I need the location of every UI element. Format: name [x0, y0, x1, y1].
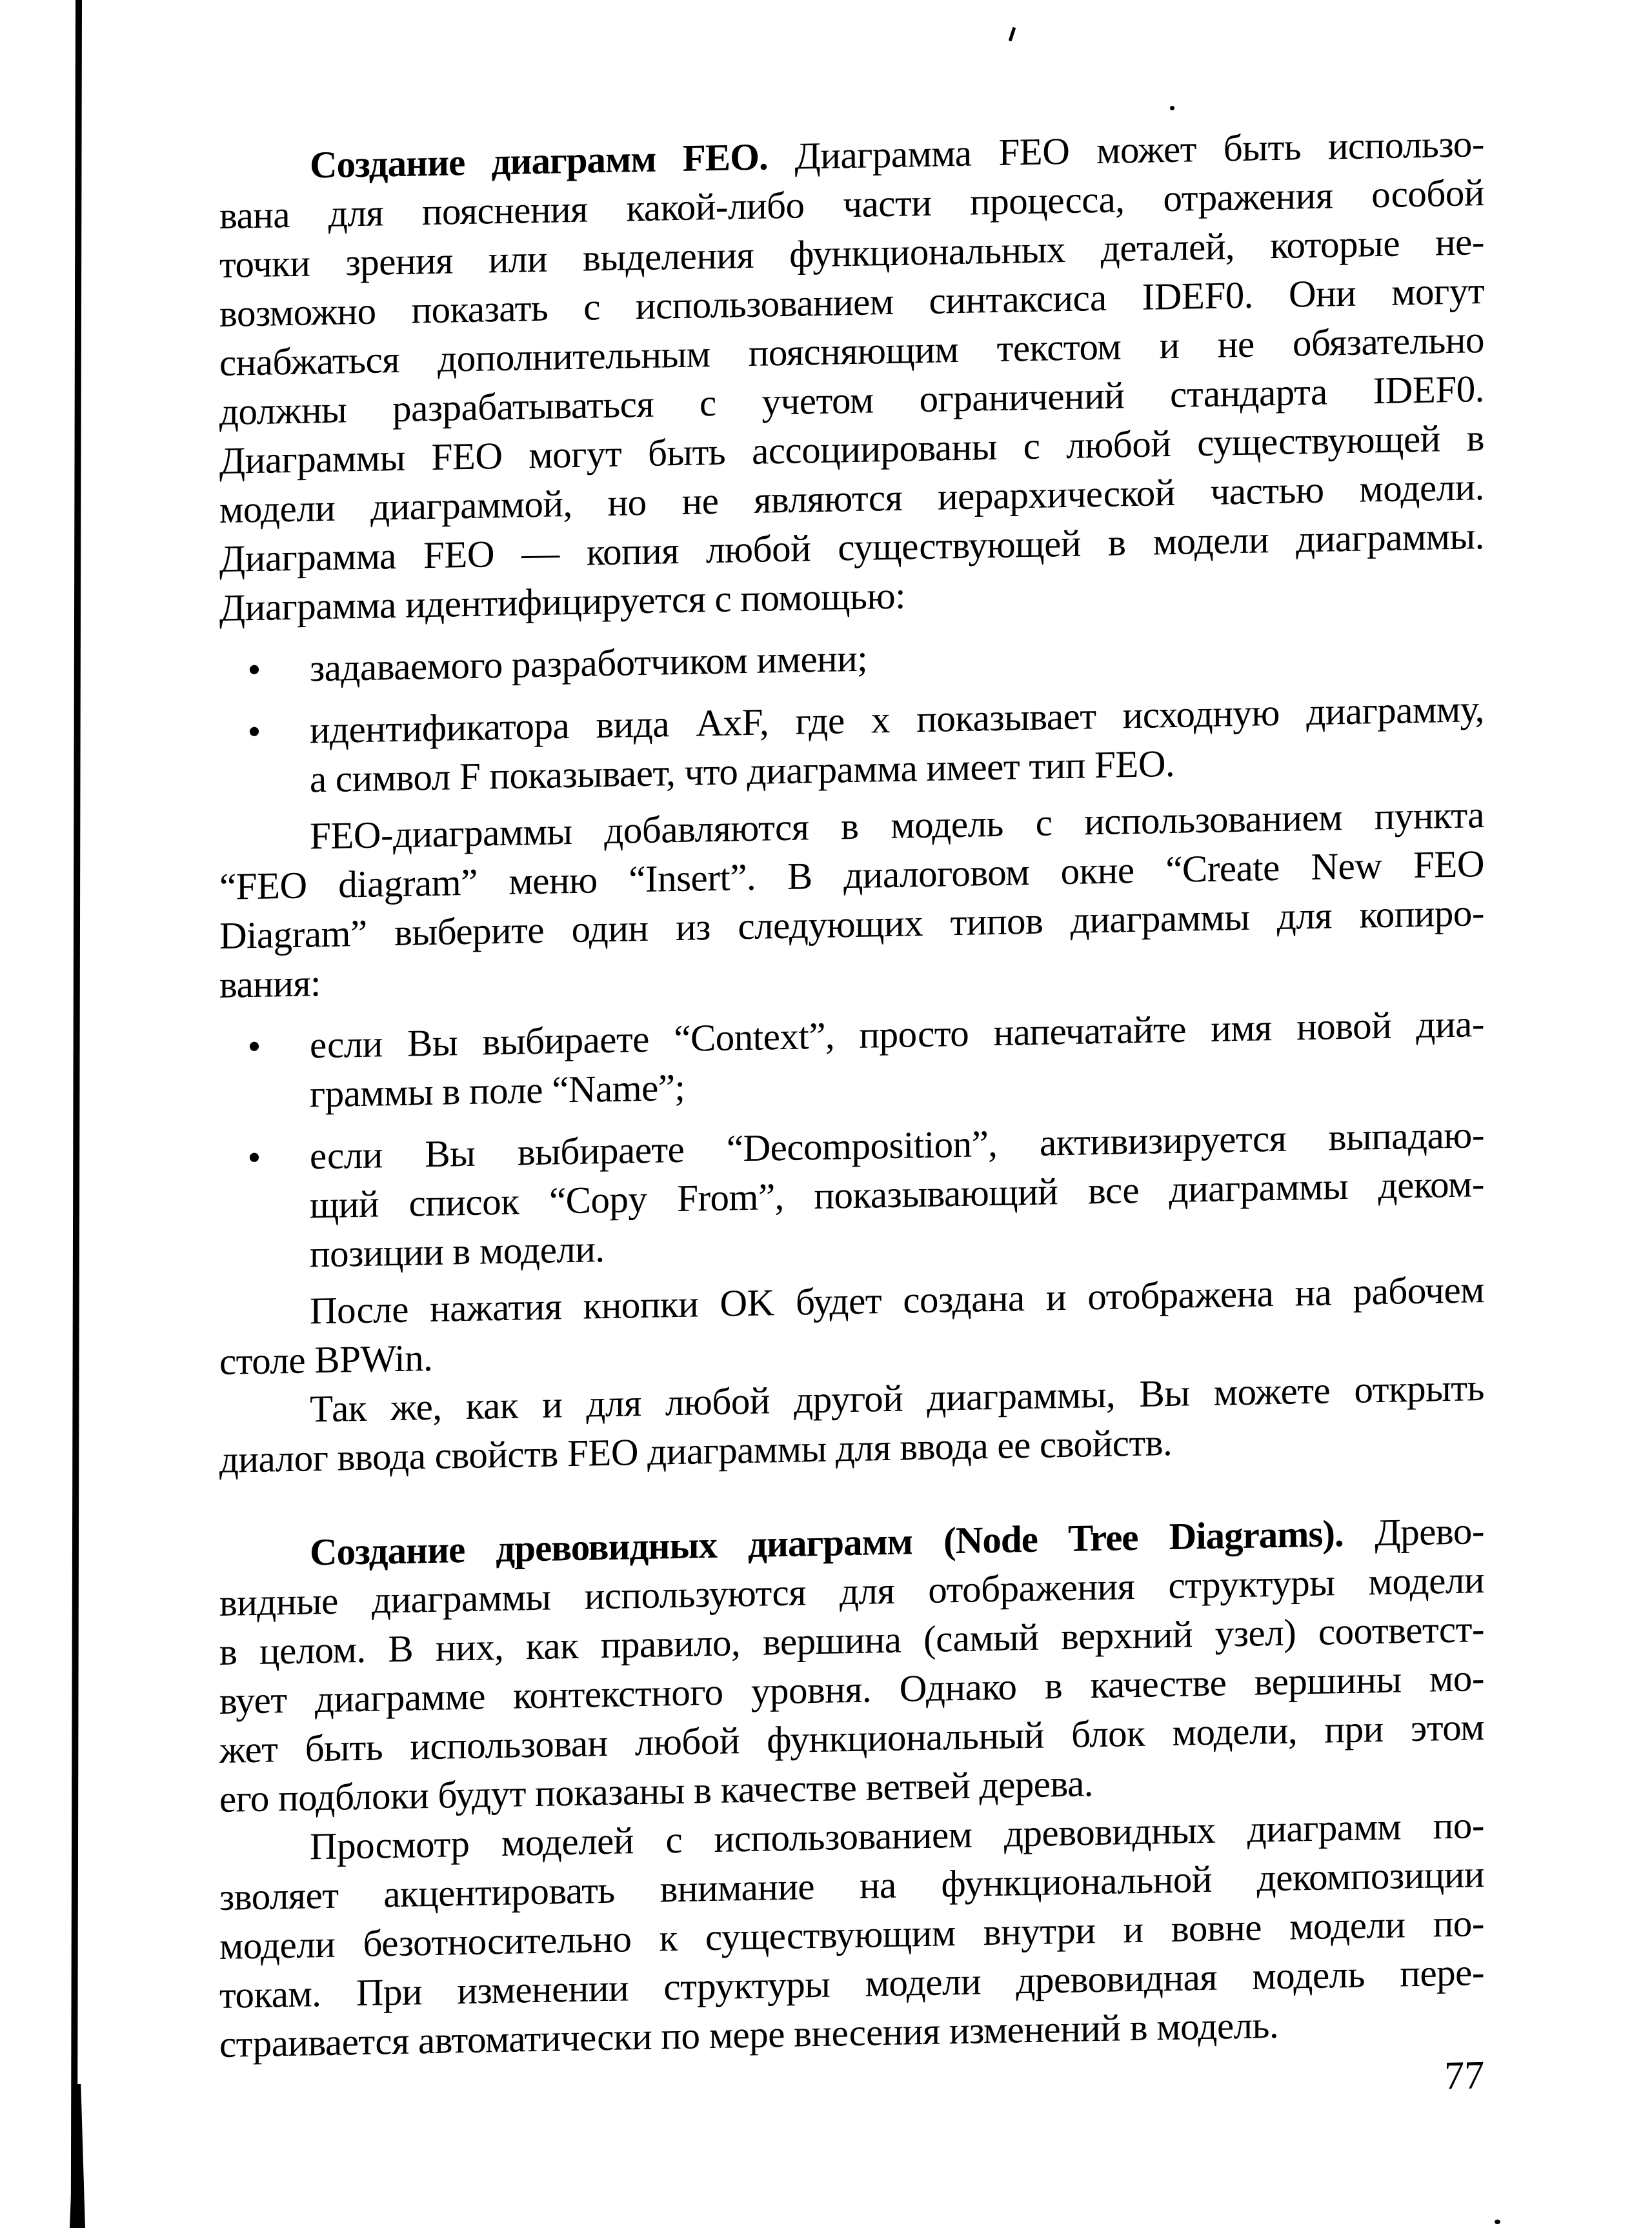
text-run: токам. При изменении структуры модели древовидная модель пере-	[219, 1951, 1484, 2016]
text-run: вует диаграмме контекстного уровня. Однако в качестве вершины мо-	[219, 1656, 1484, 1722]
text-run: Диаграммы FEO могут быть ассоциированы с любой существующей в	[219, 416, 1484, 482]
text-run: FEO-диаграммы добавляются в модель с использованием пункта	[310, 793, 1484, 858]
binding-edge-bar	[71, 0, 82, 2228]
text-run: вана для пояснения какой-либо части процесса, отражения особой	[219, 171, 1484, 237]
text-run: его подблоки будут показаны в качестве ветвей дерева.	[219, 1761, 1094, 1820]
text-run: Диаграмма FEO может быть использо-	[767, 122, 1484, 178]
text-run: снабжаться дополнительным поясняющим текстом и не обязательно	[219, 318, 1484, 384]
bullet-marker: ●	[248, 719, 261, 743]
scan-speck	[1495, 2220, 1500, 2224]
bullet-item	[219, 622, 1484, 694]
text-run: если Вы выбираете “Context”, просто напечатайте имя новой диа-	[310, 1002, 1484, 1067]
text-run: Просмотр моделей с использованием древовидных диаграмм по-	[310, 1803, 1484, 1868]
text-run: Diagram” выберите один из следующих типов диаграммы для копиро-	[219, 891, 1484, 957]
text-run: в целом. В них, как правило, вершина (самый верхний узел) соответст-	[219, 1607, 1484, 1673]
text-run: модели диаграммой, но не являются иерархической частью модели.	[219, 465, 1484, 531]
paragraph	[219, 790, 1484, 1009]
text-run: граммы в поле “Name”;	[310, 1065, 685, 1116]
text-run: После нажатия кнопки OK будет создана и отображена на рабочем	[310, 1268, 1484, 1332]
text-run: должны разрабатываться с учетом ограничений стандарта IDEF0.	[219, 367, 1484, 433]
text-run: видные диаграммы используются для отображения структуры модели	[219, 1558, 1484, 1624]
bullet-marker: ●	[248, 1145, 261, 1169]
bold-run: Создание древовидных диаграмм (Node Tree Diagrams).	[310, 1512, 1344, 1574]
text-run: страивается автоматически по мере внесения изменений в модель.	[219, 2003, 1279, 2065]
text-run: возможно показать с использованием синтаксиса IDEF0. Они могут	[219, 269, 1484, 335]
text-block	[219, 119, 1484, 2069]
text-run: а символ F показывает, что диаграмма имеет тип FEO.	[310, 741, 1175, 801]
paragraph	[219, 1800, 1484, 2069]
text-run: щий список “Copy From”, показывающий все диаграммы деком-	[310, 1162, 1484, 1227]
paragraph	[219, 1506, 1484, 1823]
bullet-item	[219, 684, 1484, 805]
text-run: Диаграмма FEO — копия любой существующей в модели диаграммы.	[219, 514, 1484, 580]
text-run: идентификатора вида AxF, где x показывает исходную диаграмму,	[310, 687, 1484, 752]
text-run: если Вы выбираете “Decomposition”, активизируется выпадаю-	[310, 1113, 1484, 1178]
page-number: 77	[1444, 2053, 1484, 2098]
text-run: позиции в модели.	[310, 1227, 605, 1276]
text-run: диалог ввода свойств FEO диаграммы для ввода ее свойств.	[219, 1420, 1173, 1481]
text-run: Диаграмма идентифицируется с помощью:	[219, 574, 906, 629]
text-run: “FEO diagram” меню “Insert”. В диалоговом окне “Create New FEO	[219, 842, 1484, 908]
text-run: точки зрения или выделения функциональных деталей, которые не-	[219, 220, 1484, 286]
paragraph	[219, 119, 1484, 632]
text-run: жет быть использован любой функциональный блок модели, при этом	[219, 1705, 1484, 1771]
scan-speck	[1009, 27, 1016, 41]
bullet-marker: ●	[248, 1034, 261, 1058]
bold-run: Создание диаграмм FEO.	[310, 135, 768, 186]
text-run: модели безотносительно к существующим внутри и вовне модели по-	[219, 1902, 1484, 1967]
bullet-item	[219, 999, 1484, 1120]
text-line	[310, 622, 1484, 692]
text-run: зволяет акцентировать внимание на функциональной декомпозиции	[219, 1852, 1484, 1918]
text-run: вания:	[219, 961, 321, 1006]
bullet-marker: ●	[248, 657, 261, 681]
bullet-item	[219, 1110, 1484, 1280]
text-run: столе BPWin.	[219, 1336, 433, 1383]
text-run: задаваемого разработчиком имени;	[310, 636, 868, 690]
text-run: Так же, как и для любой другой диаграммы, Вы можете открыть	[310, 1366, 1484, 1430]
scan-speck	[1170, 106, 1174, 110]
text-run: Древо-	[1343, 1509, 1484, 1555]
page-text	[219, 119, 1484, 2069]
